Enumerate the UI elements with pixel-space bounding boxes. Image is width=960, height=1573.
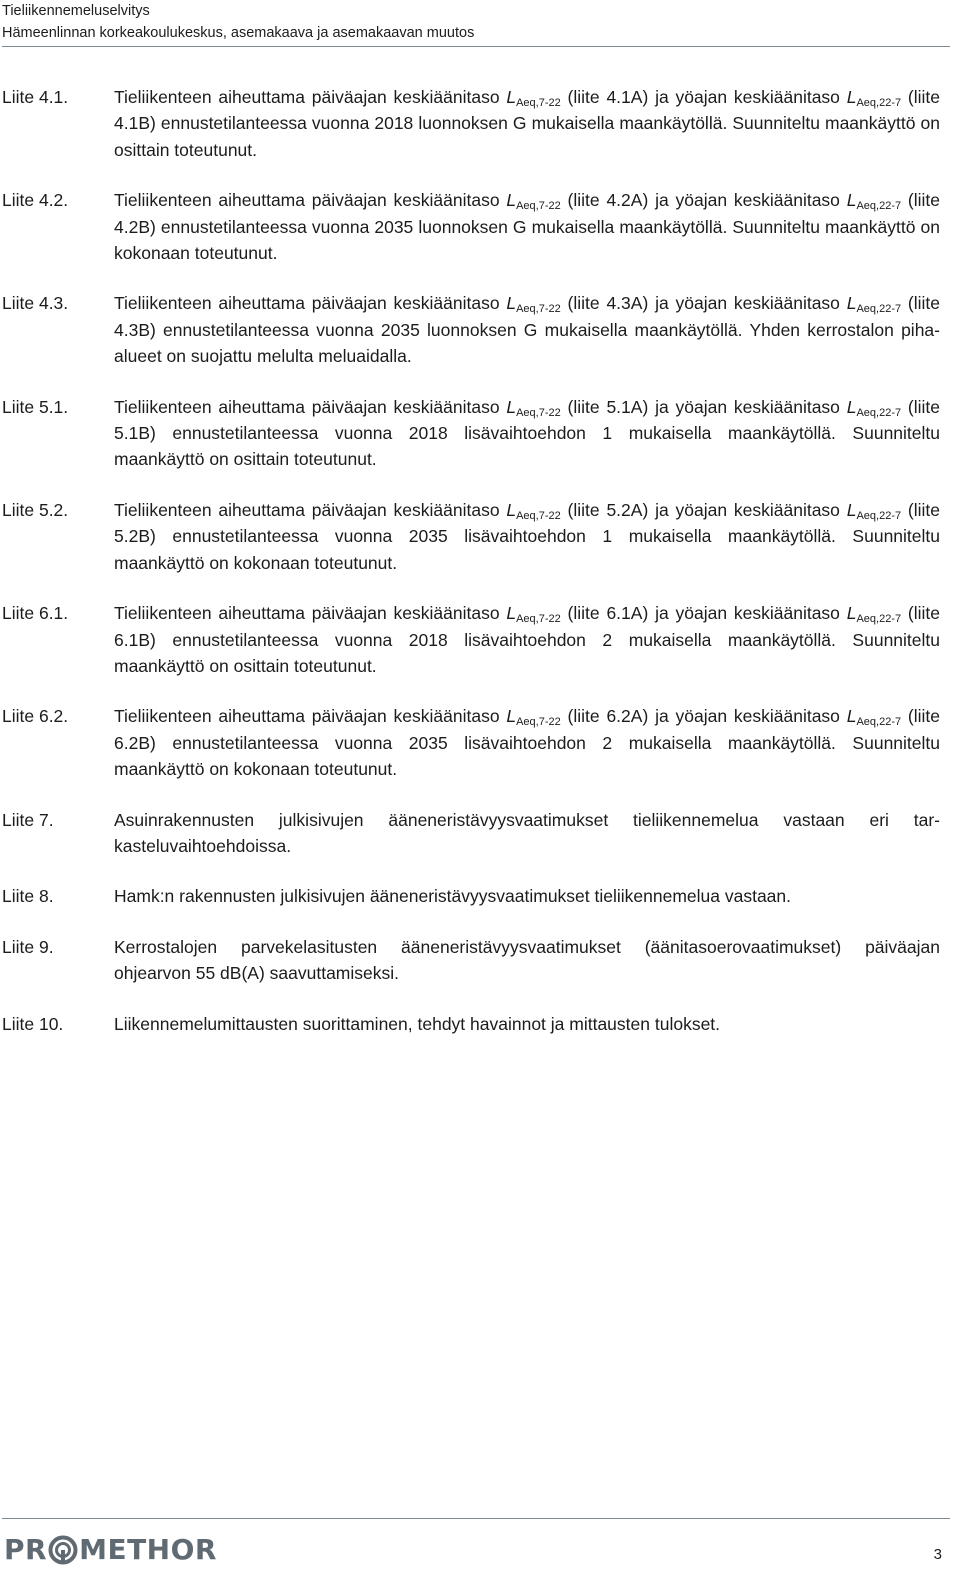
- day-noise-level-symbol: $L_{Aeq,7-22}$: [506, 190, 561, 213]
- day-noise-level-symbol: $L_{Aeq,7-22}$: [506, 396, 561, 419]
- appendix-description: Asuinrakennusten julkisivujen ääneneristävyysvaatimukset tieliikennemelua vastaan eri tarkasteluvaihtoehdoissa.: [114, 809, 940, 856]
- description-text: (liite 4.1A) ja yöajan keskiäänitaso: [560, 87, 847, 107]
- appendix-entry: [2, 1011, 940, 1037]
- appendix-label: Liite 6.1.: [2, 603, 69, 624]
- description-text: (liite 6.2A) ja yöajan keskiäänitaso: [560, 706, 847, 727]
- appendix-entry: [2, 84, 940, 163]
- night-noise-level-symbol: $L_{Aeq,22-7}$: [846, 706, 902, 729]
- description-text: Tieliikenteen aiheuttama päiväajan keskiäänitaso: [114, 603, 507, 624]
- appendix-description: [114, 394, 940, 473]
- appendix-label: Liite 8.: [2, 886, 54, 907]
- header-rule: [2, 46, 950, 47]
- appendix-label: Liite 10.: [2, 1013, 64, 1034]
- appendix-entry: [2, 290, 940, 369]
- logo-text-left: PR: [4, 1533, 48, 1566]
- appendix-label: Liite 4.2.: [2, 190, 69, 211]
- appendix-entry: [2, 883, 940, 909]
- description-text: (liite 5.1B) ennustetilanteessa vuonna 2018 lisävaihtoehdon 1 mukaisella maankäytöllä. Suunniteltu maankäyttö on osittain toteutunut.: [114, 396, 940, 470]
- description-text: (liite 6.2B) ennustetilanteessa vuonna 2035 lisävaihtoehdon 2 mukaisella maankäytöllä. Suunniteltu maankäyttö on kokonaan toteutunut.: [114, 706, 940, 780]
- appendix-list: [2, 84, 940, 1037]
- night-noise-level-symbol: $L_{Aeq,22-7}$: [846, 190, 902, 213]
- description-text: (liite 4.3A) ja yöajan keskiäänitaso: [560, 293, 847, 314]
- header-project-title: Hämeenlinnan korkeakoulukeskus, asemakaava ja asemakaavan muutos: [2, 25, 475, 41]
- description-text: (liite 4.1B) ennustetilanteessa vuonna 2018 luonnoksen G mukaisella maankäytöllä. Suunniteltu maankäyttö on osittain toteutunut.: [114, 87, 940, 160]
- page-number: 3: [933, 1546, 942, 1563]
- description-text: Tieliikenteen aiheuttama päiväajan keskiäänitaso: [114, 190, 507, 211]
- appendix-label: Liite 4.3.: [2, 293, 69, 314]
- appendix-description: [114, 703, 940, 782]
- night-noise-level-symbol: $L_{Aeq,22-7}$: [846, 87, 902, 109]
- appendix-entry: [2, 187, 940, 266]
- day-noise-level-symbol: $L_{Aeq,7-22}$: [506, 87, 561, 109]
- appendix-label: Liite 9.: [2, 936, 54, 957]
- footer-rule: [2, 1518, 950, 1519]
- page-header: [2, 0, 950, 44]
- description-text: Tieliikenteen aiheuttama päiväajan keskiäänitaso: [114, 293, 507, 314]
- night-noise-level-symbol: $L_{Aeq,22-7}$: [846, 499, 902, 522]
- day-noise-level-symbol: $L_{Aeq,7-22}$: [506, 293, 561, 316]
- appendix-description: [114, 600, 940, 679]
- logo-ear-icon: [48, 1535, 78, 1565]
- description-text: Tieliikenteen aiheuttama päiväajan keskiäänitaso: [114, 499, 507, 520]
- day-noise-level-symbol: $L_{Aeq,7-22}$: [506, 499, 561, 522]
- appendix-entry: [2, 807, 940, 860]
- appendix-entry: [2, 703, 940, 782]
- description-text: (liite 5.1A) ja yöajan keskiäänitaso: [560, 396, 847, 417]
- appendix-entry: [2, 934, 940, 987]
- header-report-title: Tieliikennemeluselvitys: [2, 3, 150, 19]
- appendix-entry: [2, 600, 940, 679]
- description-text: (liite 4.2A) ja yöajan keskiäänitaso: [560, 190, 847, 211]
- appendix-description: [114, 290, 940, 369]
- day-noise-level-symbol: $L_{Aeq,7-22}$: [506, 603, 561, 626]
- appendix-description: [114, 187, 940, 266]
- appendix-description: Liikennemelumittausten suorittaminen, tehdyt havainnot ja mittausten tulokset.: [114, 1013, 721, 1034]
- appendix-label: Liite 6.2.: [2, 706, 69, 727]
- appendix-description: Hamk:n rakennusten julkisivujen ääneneristävyysvaatimukset tieliikennemelua vastaan.: [114, 886, 792, 907]
- appendix-description: [114, 84, 940, 163]
- appendix-label: Liite 5.2.: [2, 499, 69, 520]
- day-noise-level-symbol: $L_{Aeq,7-22}$: [506, 706, 561, 729]
- description-text: (liite 6.1A) ja yöajan keskiäänitaso: [560, 603, 847, 624]
- description-text: Tieliikenteen aiheuttama päiväajan keskiäänitaso: [114, 87, 507, 107]
- appendix-label: Liite 5.1.: [2, 396, 69, 417]
- appendix-label: Liite 7.: [2, 809, 54, 830]
- night-noise-level-symbol: $L_{Aeq,22-7}$: [846, 396, 902, 419]
- appendix-description: [114, 497, 940, 576]
- description-text: (liite 5.2B) ennustetilanteessa vuonna 2035 lisävaihtoehdon 1 mukaisella maankäytöllä. Suunniteltu maankäyttö on kokonaan toteutunut.: [114, 499, 940, 573]
- appendix-label: Liite 4.1.: [2, 87, 69, 107]
- description-text: Tieliikenteen aiheuttama päiväajan keskiäänitaso: [114, 706, 507, 727]
- night-noise-level-symbol: $L_{Aeq,22-7}$: [846, 293, 902, 316]
- description-text: Tieliikenteen aiheuttama päiväajan keskiäänitaso: [114, 396, 507, 417]
- description-text: (liite 4.2B) ennustetilanteessa vuonna 2035 luonnoksen G mukaisella maankäytöllä. Suunniteltu maankäyttö on kokonaan toteutunut.: [114, 190, 940, 264]
- night-noise-level-symbol: $L_{Aeq,22-7}$: [846, 603, 902, 626]
- description-text: (liite 5.2A) ja yöajan keskiäänitaso: [560, 499, 847, 520]
- appendix-entry: [2, 497, 940, 576]
- appendix-entry: [2, 394, 940, 473]
- logo-text-right: METHOR: [79, 1533, 217, 1566]
- description-text: (liite 4.3B) ennustetilanteessa vuonna 2035 luonnoksen G mukaisella maankäytöllä. Yhden kerrostalon piha-alueet on suojattu melulta meluaidalla.: [114, 293, 940, 367]
- description-text: (liite 6.1B) ennustetilanteessa vuonna 2018 lisävaihtoehdon 2 mukaisella maankäytöllä. Suunniteltu maankäyttö on osittain toteutunut.: [114, 603, 940, 676]
- appendix-description: Kerrostalojen parvekelasitusten ääneneristävyysvaatimukset (äänitasoerovaatimukset) päiväajan ohjearvon 55 dB(A) saavuttamiseksi.: [114, 936, 940, 984]
- company-logo: [4, 1534, 217, 1566]
